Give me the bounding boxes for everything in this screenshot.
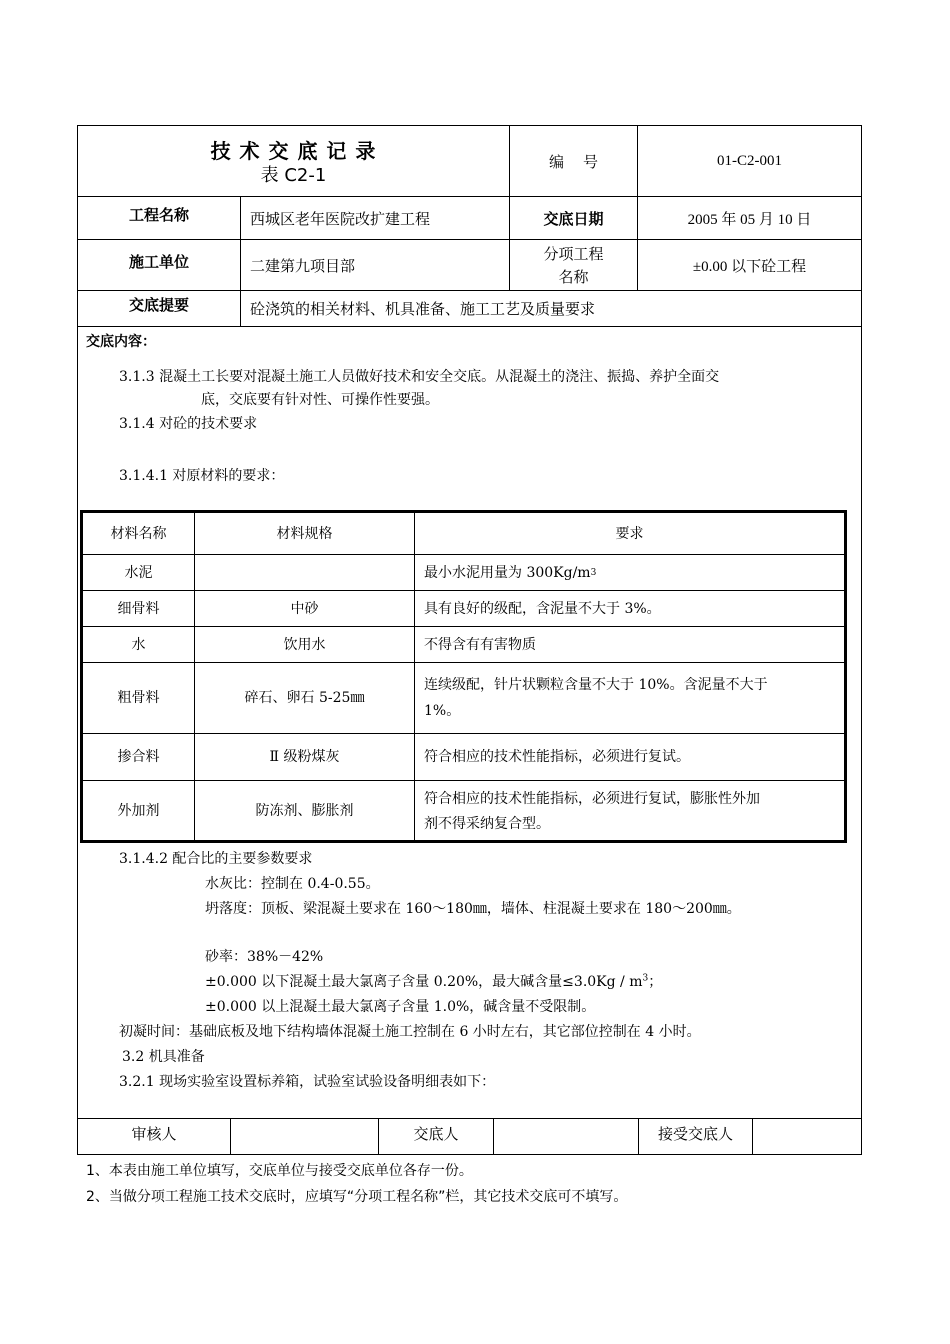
- above-zero-limits: ±0.000 以上混凝土最大氯离子含量 1.0%，碱含量不受限制。: [205, 999, 596, 1015]
- paragraph-3-1-4-1: 3.1.4.1 对原材料的要求：: [119, 468, 285, 484]
- form-title: 技 术 交 底 记 录: [210, 138, 377, 163]
- slump: 坍落度：顶板、梁混凝土要求在 160～180㎜，墙体、柱混凝土要求在 180～200㎜。: [205, 901, 741, 917]
- discloser-label: 交底人: [413, 1124, 459, 1143]
- project-name-label: 工程名称: [128, 205, 189, 224]
- material-requirement: 连续级配，针片状颗粒含量不大于 10%。含泥量不大于: [424, 677, 768, 693]
- summary-label: 交底提要: [128, 295, 189, 314]
- date-value: 2005 年 05 月 10 日: [687, 211, 812, 228]
- material-requirement: 最小水泥用量为 300Kg/m 3: [424, 564, 597, 581]
- column-header-spec: 材料规格: [276, 525, 333, 542]
- material-spec: 碎石、卵石 5-25㎜: [244, 690, 365, 706]
- material-name: 细骨料: [117, 600, 160, 617]
- summary-value: 砼浇筑的相关材料、机具准备、施工工艺及质量要求: [250, 300, 596, 318]
- paragraph-3-2: 3.2 机具准备: [122, 1049, 205, 1065]
- material-name: 外加剂: [117, 802, 160, 819]
- sand-ratio: 砂率：38%－42%: [205, 949, 324, 965]
- reviewer-value[interactable]: [231, 1119, 378, 1154]
- discloser-value[interactable]: [494, 1119, 638, 1154]
- footnote-1: 1、本表由施工单位填写，交底单位与接受交底单位各存一份。: [86, 1163, 473, 1179]
- unit-label: 施工单位: [128, 252, 189, 271]
- material-spec: 饮用水: [283, 636, 326, 653]
- sub-project-value: ±0.00 以下砼工程: [692, 258, 807, 275]
- receiver-label: 接受交底人: [657, 1124, 733, 1143]
- material-name: 粗骨料: [117, 690, 160, 706]
- project-name-value: 西城区老年医院改扩建工程: [250, 209, 431, 228]
- column-header-requirement: 要求: [615, 525, 644, 542]
- sub-project-label-2: 名称: [558, 267, 589, 286]
- paragraph-3-1-4-2: 3.1.4.2 配合比的主要参数要求: [119, 851, 313, 867]
- material-requirement-cont: 剂不得采纳复合型。: [424, 816, 550, 832]
- date-label: 交底日期: [543, 209, 604, 228]
- paragraph-3-1-3: 3.1.3 混凝土工长要对混凝土施工人员做好技术和安全交底。从混凝土的浇注、振捣、养护全面交: [119, 369, 720, 385]
- column-header-name: 材料名称: [110, 525, 167, 542]
- paragraph-3-1-4: 3.1.4 对砼的技术要求: [119, 416, 258, 432]
- row-divider: [77, 326, 862, 327]
- material-requirement: 不得含有有害物质: [424, 636, 536, 653]
- material-requirement-cont: 1%。: [424, 703, 461, 719]
- paragraph-3-2-1: 3.2.1 现场实验室设置标养箱，试验室试验设备明细表如下：: [119, 1074, 496, 1090]
- col-divider: [240, 196, 241, 326]
- material-spec: [195, 555, 414, 590]
- reviewer-label: 审核人: [131, 1124, 177, 1143]
- form-code: 表 C2-1: [260, 165, 327, 186]
- footnote-2: 2、当做分项工程施工技术交底时，应填写“分项工程名称”栏，其它技术交底可不填写。: [86, 1189, 628, 1205]
- initial-set-time: 初凝时间：基础底板及地下结构墙体混凝土施工控制在 6 小时左右，其它部位控制在 4 小时。: [119, 1024, 701, 1040]
- below-zero-limits: ±0.000 以下混凝土最大氯离子含量 0.20%，最大碱含量$\le 3.0Kg / m^3$；: [205, 973, 663, 990]
- table-col-divider: [414, 510, 415, 843]
- material-spec: 防冻剂、膨胀剂: [255, 802, 354, 819]
- material-name: 掺合料: [117, 749, 160, 765]
- paragraph-3-1-3-cont: 底，交底要有针对性、可操作性要强。: [201, 392, 439, 408]
- material-requirement: 符合相应的技术性能指标，必须进行复试，膨胀性外加: [424, 791, 760, 807]
- material-spec: Ⅱ 级粉煤灰: [269, 749, 340, 765]
- material-name: 水: [131, 636, 146, 653]
- material-requirement: 符合相应的技术性能指标，必须进行复试。: [424, 749, 690, 765]
- water-cement-ratio: 水灰比：控制在 0.4-0.55。: [205, 876, 380, 892]
- material-requirement: 具有良好的级配，含泥量不大于 3%。: [424, 600, 661, 617]
- material-name: 水泥: [124, 564, 153, 581]
- material-spec: 中砂: [290, 600, 319, 617]
- sub-project-label: 分项工程: [543, 244, 604, 263]
- receiver-value[interactable]: [753, 1119, 861, 1154]
- number-value: 01-C2-001: [717, 152, 782, 169]
- number-label: 编 号: [548, 152, 599, 171]
- content-label: 交底内容：: [86, 334, 156, 350]
- unit-value: 二建第九项目部: [250, 256, 356, 275]
